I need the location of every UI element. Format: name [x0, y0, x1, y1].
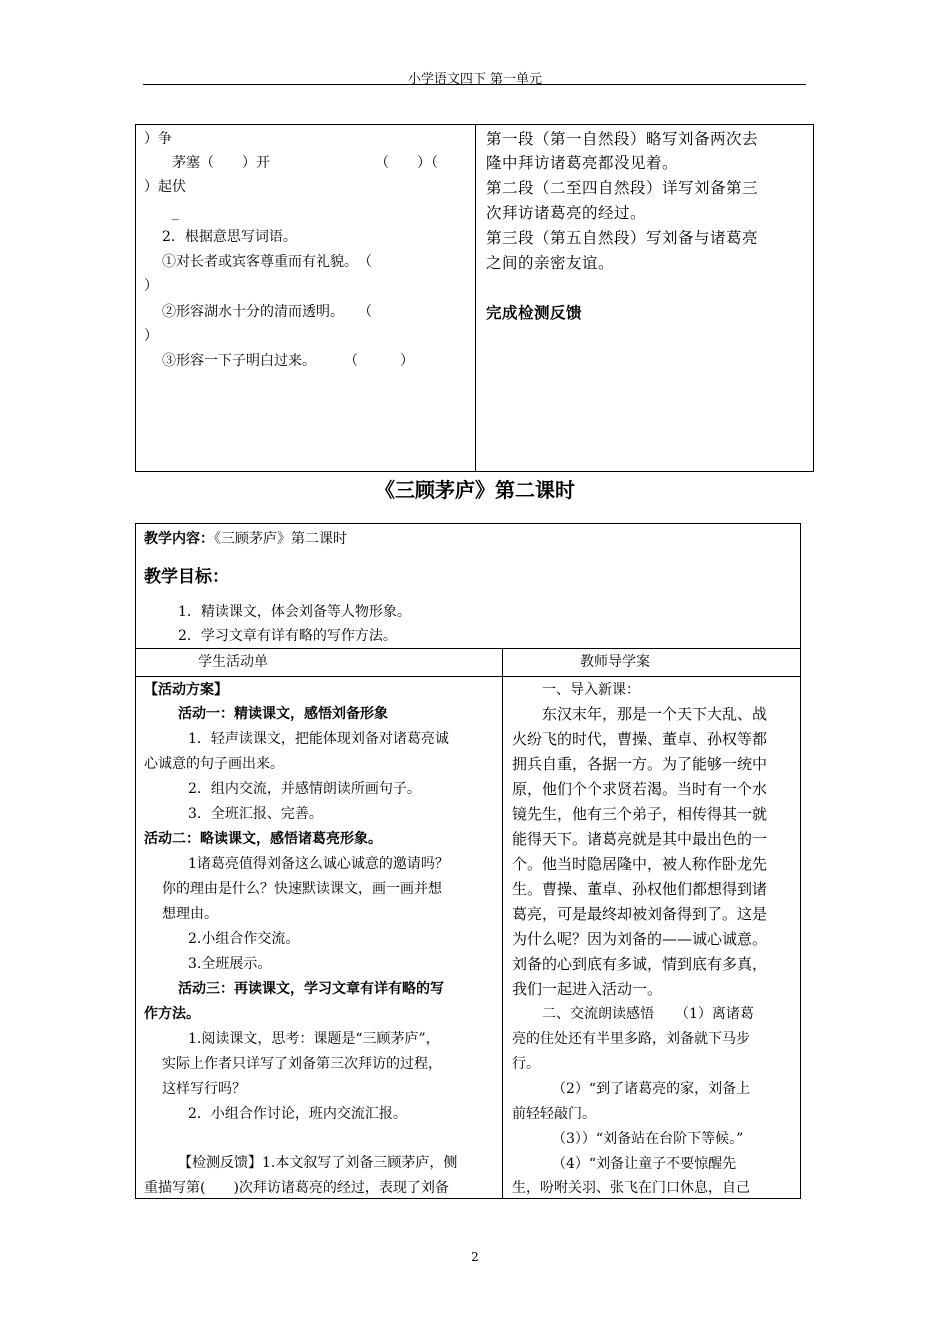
guide-line: 一、导入新课：	[542, 682, 640, 698]
guide-line: 行。	[512, 1056, 540, 1072]
exercise-line: ）	[144, 328, 158, 344]
teacher-guide-header: 教师导学案	[580, 654, 650, 670]
exercise-line: ②形容湖水十分的清而透明。 （	[162, 304, 372, 320]
guide-line: 拥兵自重，各据一方。为了能够一统中	[512, 755, 768, 773]
goal-item: 2．学习文章有详有略的写作方法。	[178, 628, 397, 644]
activity-line: 1诸葛亮值得刘备这么诚心诚意的邀请吗？	[188, 856, 449, 872]
activity-line: 1．轻声读课文，把能体现刘备对诸葛亮诚	[188, 731, 449, 747]
exercise-line: _	[172, 205, 179, 221]
activity-line: 3．全班汇报、完善。	[188, 806, 323, 822]
column-divider	[475, 125, 476, 471]
row-divider	[136, 676, 800, 677]
exercise-line: ①对长者或宾客尊重而有礼貌。 （	[162, 254, 372, 270]
summary-line: 隆中拜访诸葛亮都没见着。	[486, 154, 679, 172]
exercise-line: ）起伏	[144, 179, 186, 195]
activity-one-heading: 活动一：精读课文，感悟刘备形象	[178, 706, 388, 722]
guide-line: 刘备的心到底有多诚，情到底有多真，	[512, 955, 768, 973]
activity-line: 心诚意的句子画出来。	[144, 756, 284, 772]
guide-line: 东汉末年，那是一个天下大乱、战	[542, 705, 768, 723]
activity-three-heading: 活动三：再读课文，学习文章有详有略的写	[178, 981, 444, 997]
activity-three-heading-cont: 作方法。	[144, 1006, 200, 1022]
guide-line: 生，吩咐关羽、张飞在门口休息，自己	[512, 1180, 750, 1196]
lesson-plan-table	[135, 523, 801, 1199]
guide-line: 原，他们个个求贤若渴。当时有一个水	[512, 780, 768, 798]
exercise-line: ③形容一下子明白过来。 （ ）	[162, 353, 414, 369]
exercise-line: 茅塞（ ）开 （ ）（	[172, 155, 438, 171]
exercise-line: ）争	[144, 131, 172, 147]
feedback-line: 重描写第( )次拜访诸葛亮的经过，表现了刘备	[144, 1180, 449, 1196]
teaching-content-value: 《三顾茅庐》第二课时	[214, 531, 347, 547]
activity-line: 2.小组合作交流。	[188, 931, 300, 947]
guide-line: 为什么呢？因为刘备的——诚心诚意。	[512, 930, 768, 948]
activity-line: 1.阅读课文，思考：课题是“三顾茅庐”，	[188, 1031, 440, 1047]
activity-line: 这样写行吗？	[162, 1081, 246, 1097]
guide-line: （2）“到了诸葛亮的家，刘备上	[552, 1081, 751, 1097]
guide-line: 火纷飞的时代，曹操、董卓、孙权等都	[512, 730, 768, 748]
activity-line: 实际上作者只详写了刘备第三次拜访的过程，	[162, 1056, 442, 1072]
worksheet-table-top	[135, 124, 814, 472]
guide-line: 前轻轻敲门。	[512, 1106, 596, 1122]
summary-line: 第一段（第一自然段）略写刘备两次去	[486, 130, 759, 148]
row-divider	[136, 648, 800, 649]
guide-line: 生。曹操、董卓、孙权他们都想得到诸	[512, 880, 768, 898]
activity-line: 想理由。	[162, 906, 218, 922]
guide-line: （4）“刘备让童子不要惊醒先	[552, 1156, 737, 1172]
page-header: 小学语文四下 第一单元	[407, 72, 543, 87]
exercise-line: ）	[144, 278, 158, 294]
guide-line: 镜先生，他有三个弟子，相传得其一就	[512, 805, 768, 823]
guide-line: 葛亮，可是最终却被刘备得到了。这是	[512, 905, 768, 923]
guide-line: （3））“刘备站在台阶下等候。”	[552, 1131, 744, 1147]
teaching-content-label: 教学内容：	[144, 531, 214, 547]
activity-line: 你的理由是什么？快速默读课文，画一画并想	[162, 881, 442, 897]
summary-line: 第二段（二至四自然段）详写刘备第三	[486, 179, 759, 197]
teaching-content	[144, 529, 347, 549]
activity-line: 2．小组合作讨论，班内交流汇报。	[188, 1106, 407, 1122]
teaching-goals-label: 教学目标：	[144, 567, 229, 587]
feedback-line: 【检测反馈】1.本文叙写了刘备三顾茅庐，侧	[178, 1155, 458, 1171]
student-activity-header: 学生活动单	[198, 654, 268, 670]
guide-line: 二、交流朗读感悟 （1）离诸葛	[542, 1006, 754, 1022]
header-rule	[143, 84, 806, 85]
activity-two-heading: 活动二：略读课文，感悟诸葛亮形象。	[144, 831, 382, 847]
guide-line: 个。他当时隐居隆中，被人称作卧龙先	[512, 855, 768, 873]
page-number: 2	[471, 1250, 479, 1264]
summary-line: 次拜访诸葛亮的经过。	[486, 204, 647, 222]
feedback-heading: 完成检测反馈	[486, 303, 583, 322]
lesson-title: 《三顾茅庐》第二课时	[375, 478, 575, 502]
guide-line: 亮的住处还有半里多路，刘备就下马步	[512, 1031, 750, 1047]
activity-plan-heading: 【活动方案】	[144, 682, 228, 698]
exercise-line: 2．根据意思写词语。	[162, 229, 297, 245]
activity-line: 3.全班展示。	[188, 956, 272, 972]
summary-line: 之间的亲密友谊。	[486, 254, 615, 272]
column-divider	[502, 648, 503, 1198]
activity-line: 2．组内交流，并感情朗读所画句子。	[188, 781, 421, 797]
goal-item: 1．精读课文，体会刘备等人物形象。	[178, 604, 411, 620]
guide-line: 能得天下。诸葛亮就是其中最出色的一	[512, 830, 768, 848]
summary-line: 第三段（第五自然段）写刘备与诸葛亮	[486, 229, 759, 247]
guide-line: 我们一起进入活动一。	[512, 980, 663, 998]
